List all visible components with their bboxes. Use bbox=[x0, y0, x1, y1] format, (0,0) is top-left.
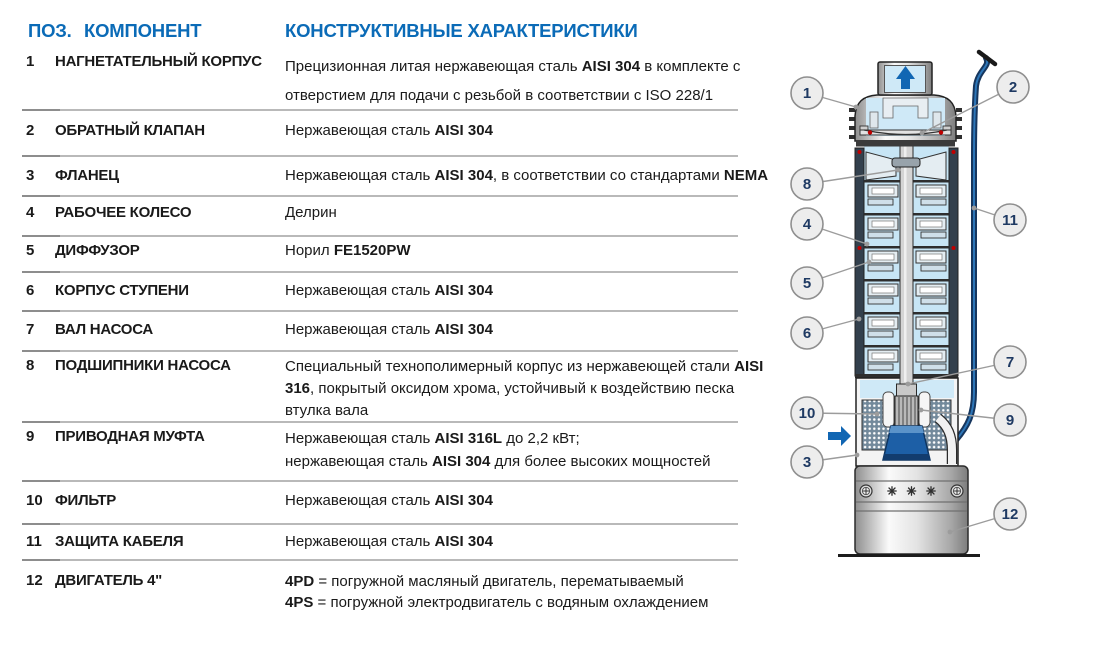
svg-text:9: 9 bbox=[1005, 412, 1015, 429]
row-number: 12 bbox=[26, 572, 43, 589]
component-description: Специальный технополимерный корпус из нержавеющей стали AISI 316, покрытый оксидом хрома, устойчивый к воздействию песка втулка вала bbox=[285, 358, 764, 419]
component-name: КОРПУС СТУПЕНИ bbox=[55, 282, 189, 299]
svg-text:5: 5 bbox=[802, 275, 812, 292]
column-header-characteristics: КОНСТРУКТИВНЫЕ ХАРАКТЕРИСТИКИ bbox=[285, 20, 638, 41]
svg-text:2: 2 bbox=[1008, 79, 1018, 96]
row-divider bbox=[22, 271, 738, 273]
row-divider bbox=[22, 310, 738, 312]
motor-vent-icon bbox=[927, 487, 935, 495]
callout-11 bbox=[972, 204, 1026, 236]
component-description: Нержавеющая сталь AISI 316L до 2,2 кВт; нержавеющая сталь AISI 304 для более высоких мощностей bbox=[285, 430, 711, 470]
pump-diagram bbox=[780, 40, 1104, 600]
callout-1 bbox=[791, 77, 858, 109]
row-number: 3 bbox=[26, 167, 35, 184]
row-divider bbox=[22, 195, 738, 197]
component-description: Прецизионная литая нержавеющая сталь AISI 304 в комплекте с отверстием для подачи с резьбой в соответствии с ISO 228/1 bbox=[285, 58, 741, 104]
row-number: 9 bbox=[26, 428, 35, 445]
motor-screw-icon bbox=[951, 485, 963, 497]
component-description: Нержавеющая сталь AISI 304 bbox=[285, 533, 493, 550]
component-name: ДИФФУЗОР bbox=[55, 242, 140, 259]
column-header-pos: ПОЗ. bbox=[28, 20, 72, 41]
row-number: 2 bbox=[26, 122, 35, 139]
coupling-cone bbox=[883, 426, 930, 460]
row-number: 1 bbox=[26, 53, 35, 70]
shaft-bearing bbox=[892, 158, 920, 167]
component-description: Нержавеющая сталь AISI 304 bbox=[285, 321, 493, 338]
flange bbox=[856, 140, 955, 147]
svg-text:3: 3 bbox=[802, 454, 812, 471]
component-description: Нержавеющая сталь AISI 304 bbox=[285, 492, 493, 509]
row-divider bbox=[22, 350, 738, 352]
component-name: ДВИГАТЕЛЬ 4" bbox=[55, 572, 163, 589]
component-description: Норил FE1520PW bbox=[285, 242, 411, 259]
component-name: ФЛАНЕЦ bbox=[55, 167, 119, 184]
svg-text:1: 1 bbox=[802, 85, 812, 102]
svg-text:7: 7 bbox=[1005, 354, 1015, 371]
svg-text:8: 8 bbox=[802, 176, 812, 193]
row-divider bbox=[22, 109, 738, 111]
svg-text:11: 11 bbox=[1002, 212, 1018, 229]
column-header-component: КОМПОНЕНТ bbox=[84, 20, 202, 41]
component-description: Нержавеющая сталь AISI 304 bbox=[285, 122, 493, 139]
row-number: 5 bbox=[26, 242, 35, 259]
component-description: Нержавеющая сталь AISI 304 bbox=[285, 282, 493, 299]
component-name: ЗАЩИТА КАБЕЛЯ bbox=[55, 533, 184, 550]
motor-screw-icon bbox=[860, 485, 872, 497]
component-description: Нержавеющая сталь AISI 304, в соответствии со стандартами NEMA bbox=[285, 167, 769, 184]
row-number: 10 bbox=[26, 492, 43, 509]
callout-3 bbox=[791, 446, 859, 478]
row-divider bbox=[22, 523, 738, 525]
svg-text:12: 12 bbox=[1001, 506, 1019, 523]
motor-vent-icon bbox=[888, 487, 896, 495]
component-name: ОБРАТНЫЙ КЛАПАН bbox=[55, 122, 205, 139]
component-description: 4PD = погружной масляный двигатель, перематываемый 4PS = погружной электродвигатель с водяным охлаждением bbox=[285, 573, 709, 611]
motor-body bbox=[855, 466, 968, 554]
row-divider bbox=[22, 559, 738, 561]
row-divider bbox=[22, 421, 738, 423]
component-name: РАБОЧЕЕ КОЛЕСО bbox=[55, 204, 192, 221]
row-divider bbox=[22, 235, 738, 237]
callout-6 bbox=[791, 317, 861, 349]
component-name: ВАЛ НАСОСА bbox=[55, 321, 154, 338]
row-divider bbox=[22, 480, 738, 482]
intake-arrow-icon bbox=[828, 426, 851, 446]
row-number: 7 bbox=[26, 321, 35, 338]
svg-text:4: 4 bbox=[802, 216, 812, 233]
drive-coupling bbox=[883, 392, 894, 427]
row-number: 4 bbox=[26, 204, 35, 221]
pump-head bbox=[849, 62, 962, 147]
svg-text:10: 10 bbox=[798, 405, 816, 422]
row-number: 8 bbox=[26, 357, 35, 374]
row-number: 11 bbox=[26, 533, 42, 550]
component-name: НАГНЕТАТЕЛЬНЫЙ КОРПУС bbox=[55, 53, 262, 70]
component-name: ПРИВОДНАЯ МУФТА bbox=[55, 428, 205, 445]
component-description: Делрин bbox=[285, 204, 337, 221]
component-name: ФИЛЬТР bbox=[55, 492, 117, 509]
motor-vent-icon bbox=[907, 487, 915, 495]
svg-text:6: 6 bbox=[802, 325, 812, 342]
row-number: 6 bbox=[26, 282, 35, 299]
discharge-port bbox=[878, 62, 932, 95]
row-divider bbox=[22, 155, 738, 157]
component-name: ПОДШИПНИКИ НАСОСА bbox=[55, 357, 231, 374]
